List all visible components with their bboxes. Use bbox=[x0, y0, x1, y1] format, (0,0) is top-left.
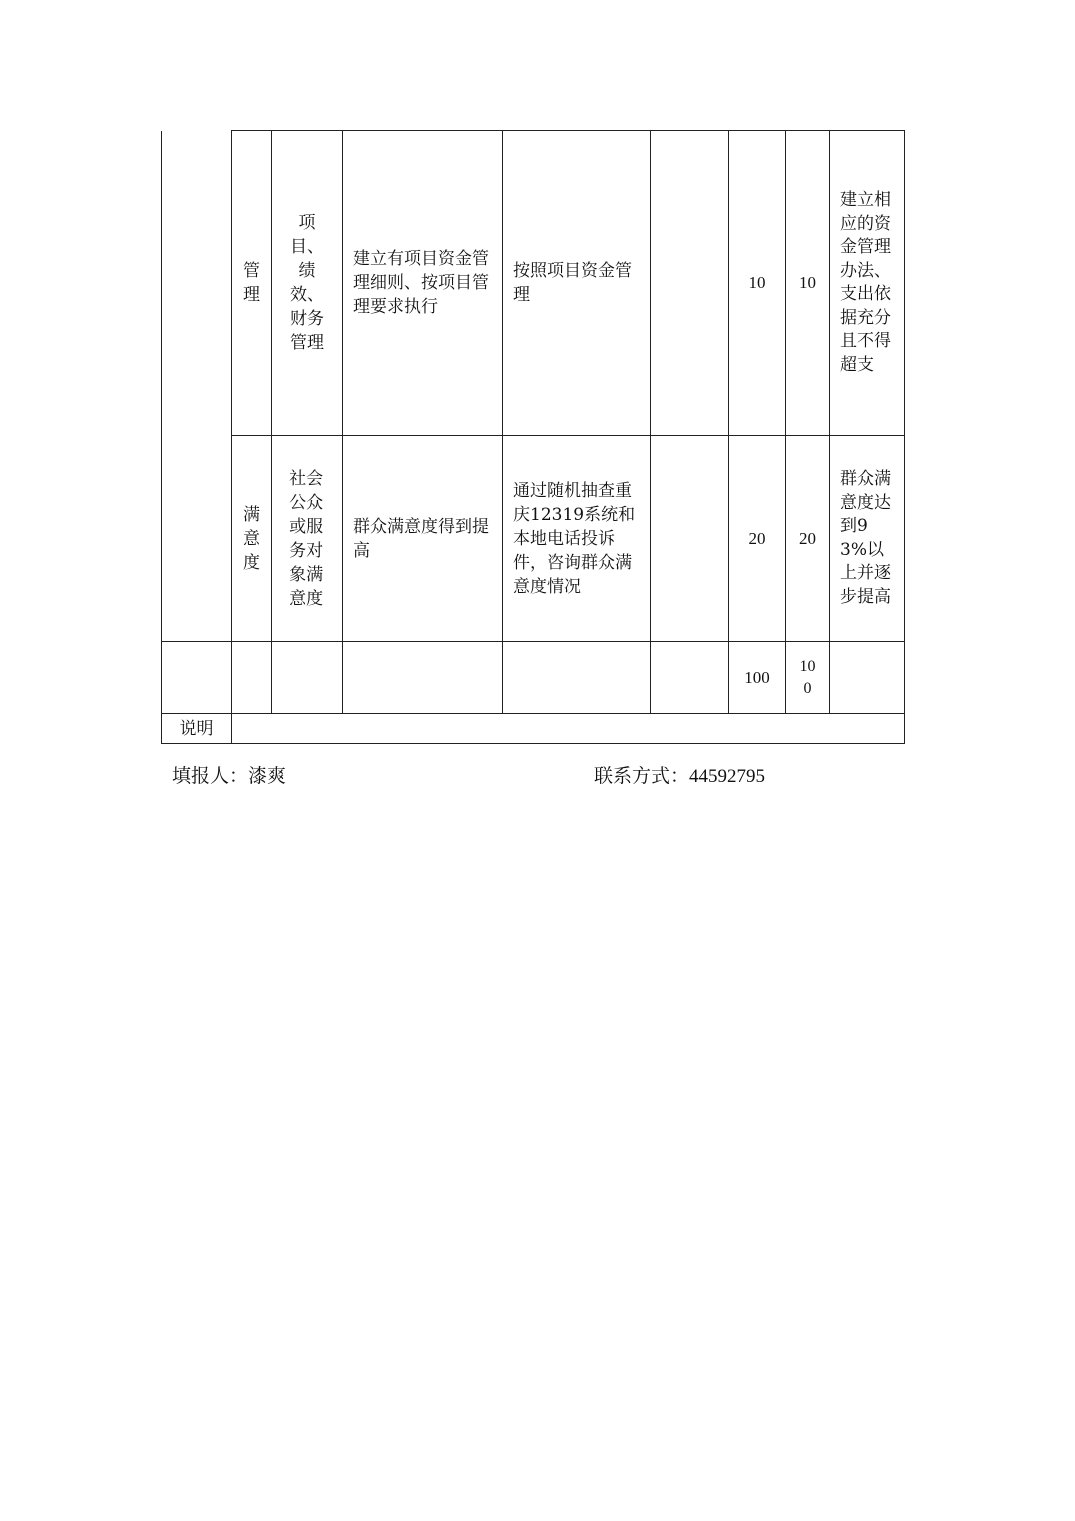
total-empty-cell bbox=[651, 642, 729, 714]
method-text: 按照项目资金管理 bbox=[513, 261, 632, 305]
filler-label: 填报人： bbox=[172, 765, 249, 787]
filler-line bbox=[172, 762, 286, 790]
score-cell: 20 bbox=[786, 436, 830, 642]
note-row bbox=[162, 714, 905, 744]
merged-left-cell bbox=[162, 131, 232, 436]
sub-indicator-text: 社会公众或服务对象满意度 bbox=[289, 468, 324, 609]
total-weight-cell: 100 bbox=[729, 642, 786, 714]
category-cell bbox=[232, 131, 272, 436]
category-cell bbox=[232, 436, 272, 642]
total-score-cell bbox=[786, 642, 830, 714]
total-empty-cell bbox=[343, 642, 503, 714]
total-row bbox=[162, 642, 905, 714]
sub-indicator-cell bbox=[272, 131, 343, 436]
contact-line bbox=[594, 762, 765, 791]
standard-cell bbox=[343, 436, 503, 642]
remark-cell bbox=[830, 131, 905, 436]
standard-cell bbox=[343, 131, 503, 436]
method-text: 通过随机抽查重庆12319系统和本地电话投诉件，咨询群众满意度情况 bbox=[513, 480, 636, 597]
blank-cell bbox=[651, 436, 729, 642]
standard-text: 建立有项目资金管理细则、按项目管理要求执行 bbox=[353, 249, 489, 317]
performance-table bbox=[161, 130, 905, 744]
method-cell bbox=[503, 436, 651, 642]
total-empty-cell bbox=[232, 642, 272, 714]
total-score-text: 100 bbox=[799, 657, 816, 697]
method-cell bbox=[503, 131, 651, 436]
remark-cell bbox=[830, 436, 905, 642]
category-text: 管理 bbox=[243, 261, 260, 305]
contact-label: 联系方式： bbox=[594, 765, 690, 787]
remark-text: 建立相应的资金管理办法、支出依据充分且不得超支 bbox=[840, 190, 891, 375]
merged-left-cell bbox=[162, 436, 232, 642]
blank-cell bbox=[651, 131, 729, 436]
note-value bbox=[232, 714, 905, 744]
total-empty-cell bbox=[830, 642, 905, 714]
table-row bbox=[162, 436, 905, 642]
weight-cell: 10 bbox=[729, 131, 786, 436]
weight-cell: 20 bbox=[729, 436, 786, 642]
filler-name: 漆爽 bbox=[248, 765, 287, 787]
sub-indicator-cell bbox=[272, 436, 343, 642]
sub-indicator-text: 项目、绩效、财务管理 bbox=[290, 213, 324, 353]
total-empty-cell bbox=[503, 642, 651, 714]
standard-text: 群众满意度得到提高 bbox=[353, 516, 489, 561]
contact-value: 44592795 bbox=[689, 766, 766, 787]
note-label: 说明 bbox=[162, 714, 232, 744]
category-text: 满意度 bbox=[243, 504, 260, 573]
remark-text: 群众满意度达到93%以上并逐步提高 bbox=[840, 469, 891, 607]
total-empty-cell bbox=[272, 642, 343, 714]
total-empty-cell bbox=[162, 642, 232, 714]
score-cell: 10 bbox=[786, 131, 830, 436]
table-row bbox=[162, 131, 905, 436]
